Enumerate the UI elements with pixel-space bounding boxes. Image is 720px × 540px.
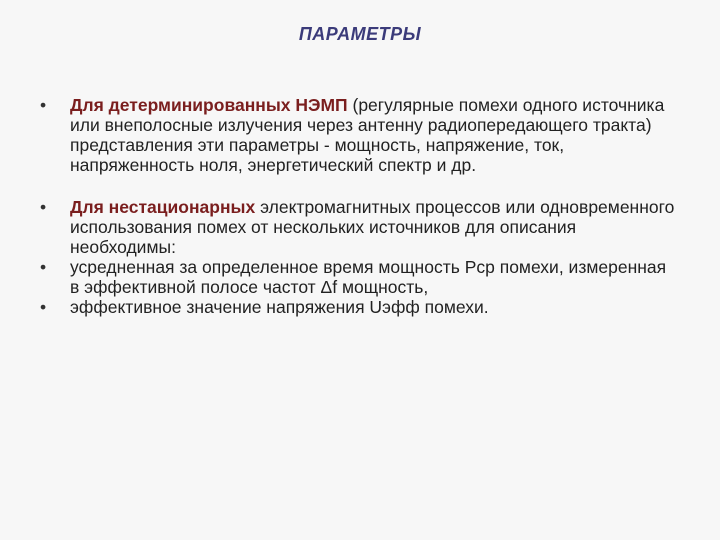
- bullet-item-nonstationary: [40, 197, 680, 257]
- bullet-emphasis: Для детерминированных НЭМП: [70, 95, 348, 115]
- bullet-item-deterministic: [40, 95, 680, 175]
- bullet-list: [40, 95, 680, 317]
- bullet-text: (регулярные помехи одного источника или внеполосные излучения через антенну радиопередающего тракта) представления эти параметры - мощность, напряжение, ток, напряженность ноля, энергетический спектр и др.: [70, 95, 665, 175]
- bullet-emphasis: Для нестационарных: [70, 197, 256, 217]
- bullet-dot: •: [40, 297, 47, 317]
- bullet-dot: •: [40, 95, 47, 115]
- bullet-dot: •: [40, 197, 47, 217]
- bullet-item-effective-voltage: [40, 297, 680, 317]
- bullet-text: эффективное значение напряжения Uэфф помехи.: [70, 297, 489, 317]
- bullet-text: усредненная за определенное время мощность Рср помехи, измеренная в эффективной полосе частот Δf мощность,: [70, 257, 667, 297]
- slide-title: ПАРАМЕТРЫ: [298, 24, 422, 44]
- bullet-text: электромагнитных процессов или одновременного использования помех от нескольких источников для описания необходимы:: [70, 197, 675, 257]
- bullet-item-average-power: [40, 257, 680, 297]
- bullet-dot: •: [40, 257, 47, 277]
